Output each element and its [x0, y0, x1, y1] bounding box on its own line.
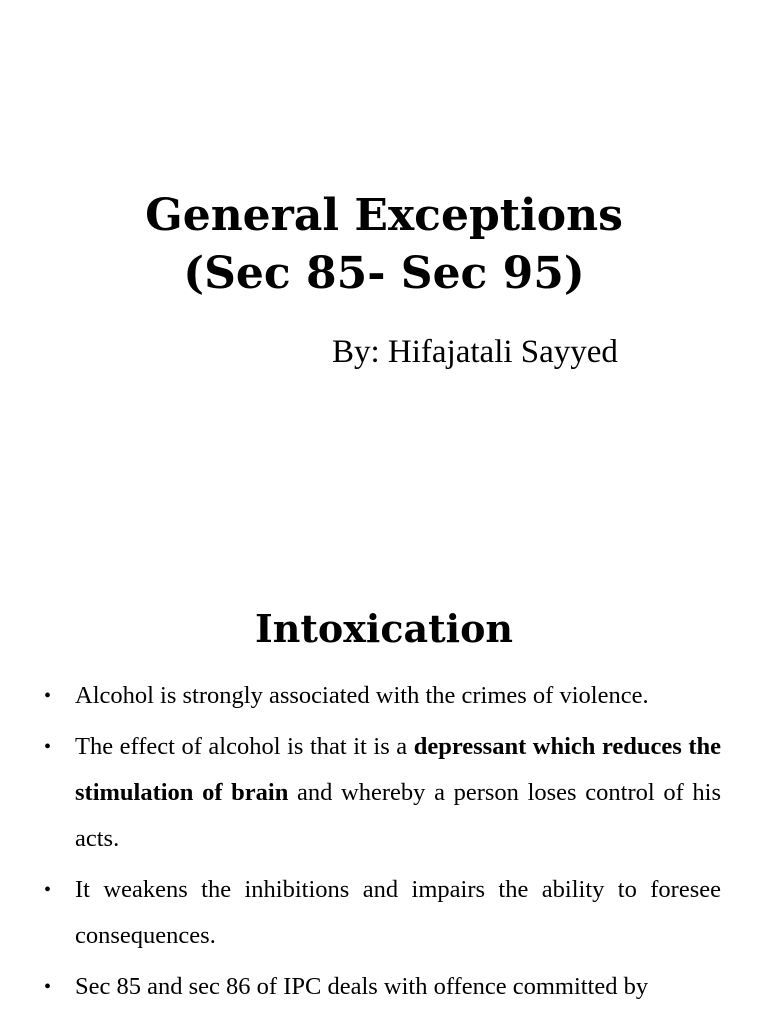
- presentation-title-line-1: General Exceptions: [145, 190, 623, 241]
- bullet-icon: •: [44, 736, 52, 758]
- bullet-icon: •: [44, 685, 52, 707]
- bullet-item: [0, 867, 768, 959]
- bullet-list: [0, 673, 768, 1015]
- bullet-text: It weakens the inhibitions and impairs the ability to foresee consequences.: [75, 876, 721, 949]
- bullet-item: [0, 724, 768, 862]
- bullet-text: Alcohol is strongly associated with the crimes of violence.: [75, 682, 649, 709]
- bullet-icon: •: [44, 976, 52, 998]
- intoxication-slide: [0, 560, 768, 1024]
- bullet-item: [0, 964, 768, 1010]
- slide-heading: Intoxication: [254, 606, 514, 651]
- bullet-text: The effect of alcohol is that it is a: [75, 733, 414, 760]
- bullet-item: [0, 673, 768, 719]
- bullet-text: and whereby a person loses control of his acts.: [75, 779, 721, 852]
- bullet-bold-text: depressant which reduces the stimulation of brain: [75, 733, 721, 806]
- bullet-text: Sec 85 and sec 86 of IPC deals with offence committed by: [75, 973, 649, 1000]
- presentation-title-line-2: (Sec 85- Sec 95): [183, 248, 585, 299]
- author-byline: By: Hifajatali Sayyed: [332, 334, 618, 370]
- bullet-icon: •: [44, 879, 52, 901]
